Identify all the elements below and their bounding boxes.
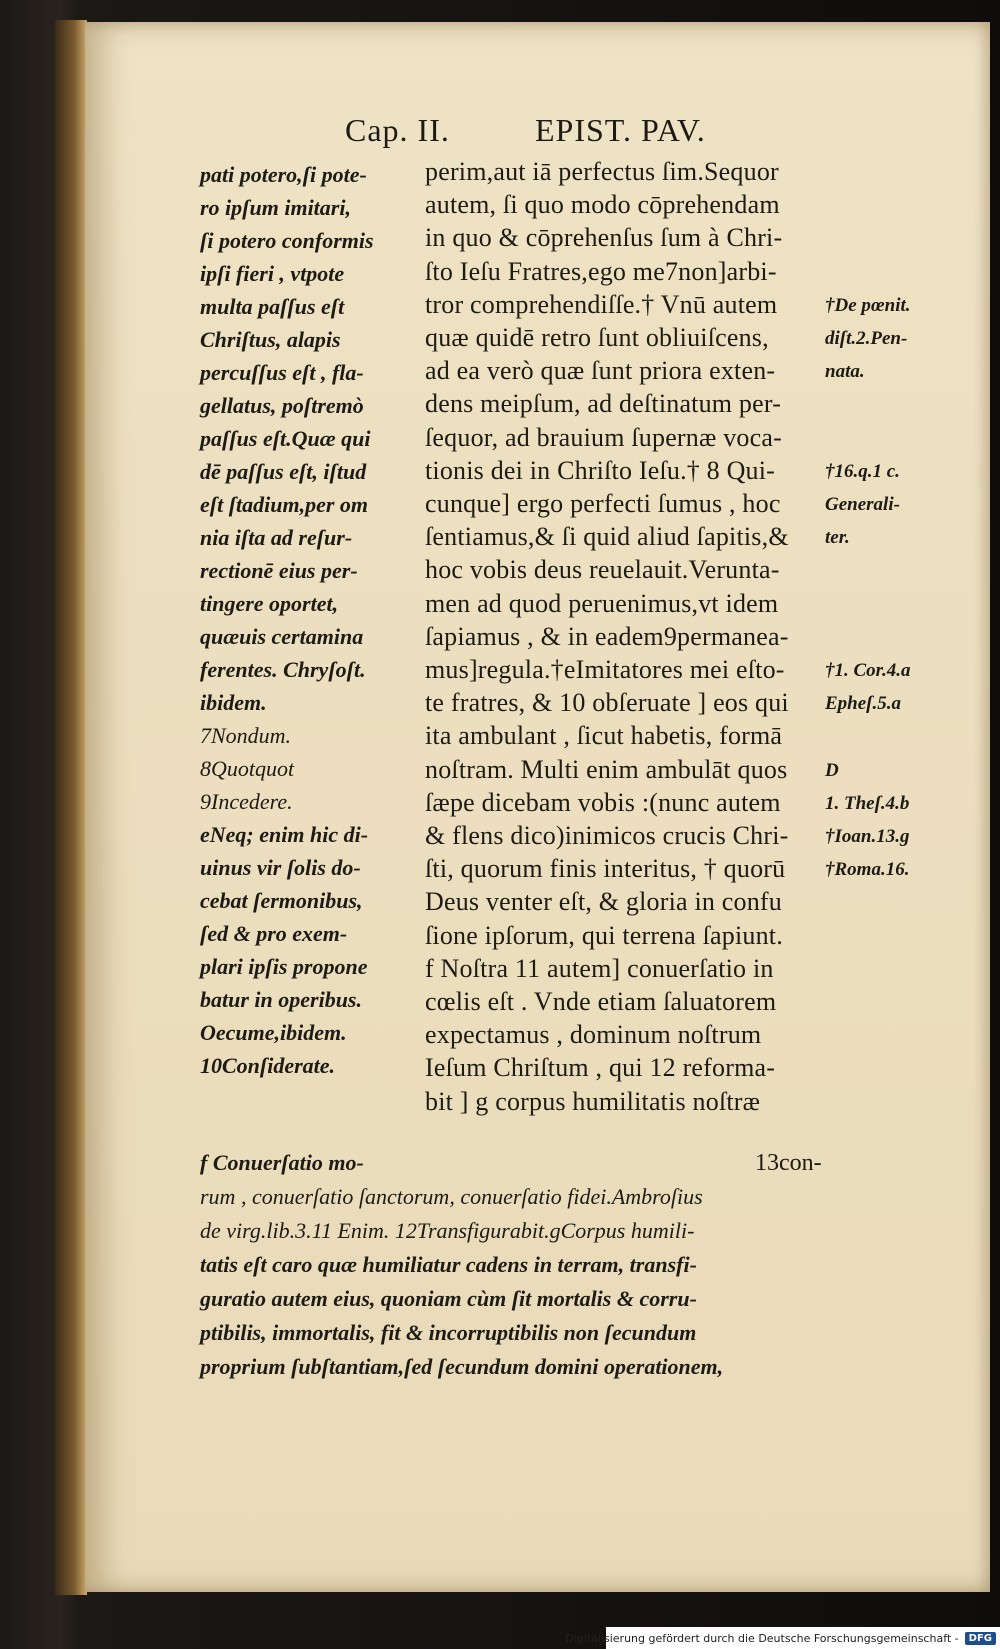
main-text-line: ſæpe dicebam vobis :(nunc autem [425,787,781,817]
marginal-reference: †De pœnit. [825,294,911,316]
marginal-reference: Generali- [825,494,900,515]
footnote-lead: f Conuerſatio mo- [200,1150,364,1175]
main-text-line: ſto Ieſu Fratres,ego me7non]arbi- [425,256,777,286]
marginal-reference: †1. Cor.4.a [825,660,911,681]
gloss-line: Oecume,ibidem. [200,1020,347,1045]
gloss-line: cebat ſermonibus, [200,888,363,913]
book-spine [55,20,87,1595]
main-text-line: expectamus , dominum noſtrum [425,1020,762,1050]
marginal-reference: Epheſ.5.a [825,693,901,715]
footnote-line: ptibilis, immortalis, fit & incorruptibilis non ſecundum [200,1320,697,1345]
gloss-line: multa paſſus eſt [200,294,345,319]
gloss-line: uinus vir ſolis do- [200,855,361,880]
main-text-line: te fratres, & 10 obſeruate ] eos qui [425,688,789,718]
main-text-line: autem, ſi quo modo cōprehendam [425,190,780,220]
footnote-line: proprium ſubſtantiam,ſed ſecundum domini operationem, [200,1354,724,1379]
marginal-reference: †Roma.16. [825,859,910,881]
gloss-line: ſed & pro exem- [200,921,348,946]
marginal-reference: nata. [825,361,865,383]
marginal-reference: diſt.2.Pen- [825,328,908,349]
main-text-line: & flens dico)inimicos crucis Chri- [425,821,789,850]
gloss-line: 8Quotquot [200,756,295,781]
gloss-line: ferentes. Chryſoſt. [200,657,366,682]
gloss-line: batur in operibus. [200,987,362,1012]
gloss-line: nia iſta ad reſur- [200,525,353,550]
footnote-line: rum , conuerſatio ſanctorum, conuerſatio fidei.Ambroſius [200,1184,703,1209]
main-text-line: quæ quidē retro ſunt obliuiſcens, [425,323,769,352]
footnote-line: de virg.lib.3.11 Enim. 12Transfigurabit.gCorpus humili- [200,1218,695,1243]
footnote-line: tatis eſt caro quæ humiliatur cadens in terram, transfi- [200,1252,697,1277]
gloss-line: percuſſus eſt , fla- [200,360,364,385]
gloss-line: eNeq; enim hic di- [200,822,369,847]
gloss-line: eſt ſtadium,per om [200,492,369,517]
main-text-line: tror comprehendiſſe.† Vnū autem [425,289,778,319]
main-text-line: ſti, quorum finis interitus, † quorū [425,854,786,884]
gloss-line: 9Incedere. [200,789,293,814]
dfg-logo: DFG [965,1632,996,1645]
main-text-line: tionis dei in Chriſto Ieſu.† 8 Qui- [425,455,776,485]
gloss-line: 7Nondum. [200,723,292,748]
gloss-line: ibidem. [200,690,267,715]
marginal-reference: †16.q.1 c. [825,460,900,482]
main-text-line: ad ea verò quæ ſunt priora exten- [425,356,776,386]
main-text-line: ſapiamus , & in eadem9permanea- [425,621,789,651]
gloss-line: pati potero,ſi pote- [200,162,367,187]
running-head [0,112,1000,152]
main-text-line: mus]regula.†eImitatores mei eſto- [425,655,785,684]
digitization-credit-bar [565,1627,1000,1649]
gloss-line: paſſus eſt.Quæ qui [200,426,371,451]
gloss-line: ipſi fieri , vtpote [200,261,345,286]
running-title: EPIST. PAV. [535,112,706,148]
main-text-line: ita ambulant , ſicut habetis, formā [425,721,783,751]
marginal-reference: D [825,759,839,781]
gloss-line: Chriſtus, alapis [200,327,341,352]
gloss-line: 10Conſiderate. [200,1053,336,1078]
main-text-line: in quo & cōprehenſus ſum à Chri- [425,223,783,253]
main-text-line: perim,aut iā perfectus ſim.Sequor [425,157,779,186]
main-text-line: ſentiamus,& ſi quid aliud ſapitis,& [425,522,789,552]
gloss-line: quæuis certamina [200,624,364,649]
main-text-line: cœlis eſt . Vnde etiam ſaluatorem [425,987,777,1016]
gloss-line: gellatus, poſtremò [200,393,364,418]
main-text-line: f Noſtra 11 autem] conuerſatio in [425,953,774,983]
gloss-line: rectionē eius per- [200,558,358,583]
main-text-line: bit ] g corpus humilitatis noſtræ [425,1086,761,1116]
main-text-line: cunque] ergo perfecti ſumus , hoc [425,489,781,518]
main-text-line: Ieſum Chriſtum , qui 12 reforma- [425,1053,776,1083]
main-text-line: Deus venter eſt, & gloria in confu [425,887,782,917]
marginal-reference: ter. [825,527,850,549]
main-text-line: men ad quod peruenimus,vt idem [425,588,779,618]
main-text-line: dens meipſum, ad deſtinatum per- [425,389,782,419]
gloss-line: tingere oportet, [200,591,339,616]
marginal-reference: 1. Theſ.4.b [825,792,910,814]
gloss-line: ro ipſum imitari, [200,195,351,220]
chapter-number: Cap. II. [345,112,450,148]
main-text-line: ſequor, ad brauium ſupernæ voca- [425,422,782,452]
main-text-line: noſtram. Multi enim ambulāt quos [425,754,788,784]
main-text-line: hoc vobis deus reuelauit.Verunta- [425,555,780,585]
footnote-line: guratio autem eius, quoniam cùm ſit mortalis & corru- [200,1286,697,1311]
marginal-reference: †Ioan.13.g [825,826,910,847]
gloss-line: ſi potero conformis [200,228,374,253]
catchword: 13con- [755,1150,822,1176]
gloss-line: dē paſſus eſt, iſtud [200,459,367,484]
digitization-credit: Digitalisierung gefördert durch die Deutsche Forschungsgemeinschaft - [565,1631,959,1645]
main-text-line: ſione ipſorum, qui terrena ſapiunt. [425,920,783,950]
gloss-line: plari ipſis propone [200,954,368,979]
